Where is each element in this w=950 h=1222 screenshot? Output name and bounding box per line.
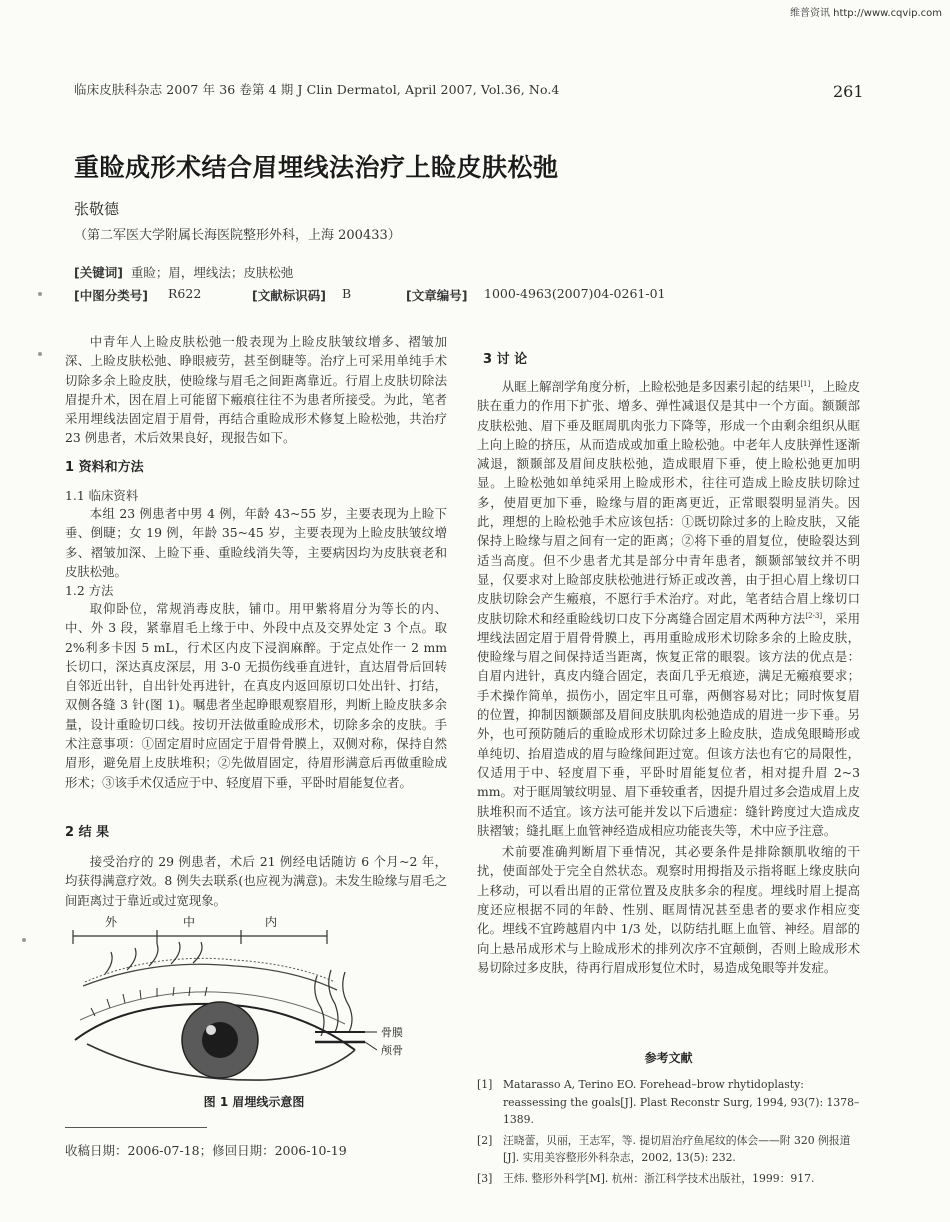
article-title: 重睑成形术结合眉埋线法治疗上睑皮肤松弛 — [74, 153, 559, 182]
section-2-text: 接受治疗的 29 例患者，术后 21 例经电话随访 6 个月~2 年，均获得满意疗效。8 例失去联系(也应视为满意)。未发生睑缘与眉毛之间距离过于靠近或过宽现象。 — [65, 854, 447, 908]
section-1-2-heading: 1.2 方法 — [65, 583, 114, 598]
classification-line — [74, 286, 694, 304]
section-2-heading: 2 结 果 — [65, 825, 110, 840]
keywords-label: [关键词] — [74, 265, 123, 280]
intro-text: 中青年人上睑皮肤松弛一般表现为上睑皮肤皱纹增多、褶皱加深、上睑皮肤松弛、睁眼疲劳，甚至倒睫等。治疗上可采用单纯手术切除多余上睑皮肤，使睑缘与眉毛之间距离靠近。行眉上皮肤切除法眉提升术，因在眉上可能留下瘢痕往往不为患者所接受。为此，笔者采用埋线法固定眉于眉骨，再结合重睑成形术修复上睑松弛，共治疗 23 例患者，术后效果良好，现报告如下。 — [65, 334, 447, 446]
references-list — [477, 1076, 860, 1191]
received-dates: 收稿日期：2006-07-18；修回日期：2006-10-19 — [65, 1143, 347, 1158]
reference-item: [2] 汪晓蕾，贝丽，王志军，等. 提切眉治疗鱼尾纹的体会——附 320 例报道[J]. 实用美容整形外科杂志，2002, 13(5): 232. — [477, 1133, 851, 1165]
citation-1: [1] — [800, 379, 811, 388]
author: 张敬德 — [74, 200, 120, 218]
reference-item: [3] 王炜. 整形外科学[M]. 杭州：浙江科学技术出版社，1999：917. — [477, 1171, 815, 1185]
label-skull: 颅骨 — [381, 1044, 403, 1057]
eyebrow-suture-diagram — [65, 912, 443, 1092]
intro-paragraph — [65, 332, 447, 448]
discussion-paragraph-2: 术前要准确判断眉下垂情况，其必要条件是排除额肌收缩的干扰，使面部处于完全自然状态。观察时用拇指及示指将眶上缘皮肤向上移动，可以看出眉的正常位置及皮肤多余的程度。埋线时眉上提高度还应根据不同的年龄、性别、眶周情况甚至患者的要求作相应变化。埋线不宜跨越眉内中 1/3 处，以防结扎眶上血管、神经。眉部的向上悬吊成形术与上睑成形术的排列次序不宜颠倒，否则上睑成形术易切除过多皮肤，待再行眉成形复位术时，易造成兔眼等并发症。 — [477, 844, 860, 975]
section-3-heading: 3 讨 论 — [483, 352, 528, 367]
clc-value: R622 — [168, 286, 202, 301]
article-label: [文章编号] — [406, 288, 468, 303]
discussion-body — [477, 377, 860, 977]
footnote-rule — [65, 1127, 207, 1128]
references-heading: 参考文献 — [644, 1051, 693, 1065]
segment-label-middle: 中 — [183, 915, 196, 929]
section-1-2-text: 取仰卧位，常规消毒皮肤，铺巾。用甲紫将眉分为等长的内、中、外 3 段，紧靠眉毛上缘于中、外段中点及交界处定 3 个点。取 2%利多卡因 5 mL，行术区内皮下浸润麻醉。于定点处作一 2 mm 长切口，深达真皮深层，用 3-0 无损伤线垂直进针，直达眉骨后回转自邻近出针，自出针处再进针，在真皮内返回原切口处出针、打结，双侧各缝 3 针(图 1)。嘱患者坐起睁眼观察眉形，判断上睑皮肤多余量，设计重睑切口线。按切开法做重睑成形术，切除多余的皮肤。手术注意事项：①固定眉时应固定于眉骨骨膜上，双侧对称，保持自然眉形，避免眉上皮肤堆积；②先做眉固定，待眉形满意后再做重睑成形术；③该手术仅适应于中、轻度眉下垂，平卧时眉能复位者。 — [65, 601, 447, 790]
section-1-heading: 1 资料和方法 — [65, 460, 144, 475]
section-1-2-body — [65, 599, 447, 792]
running-header: 临床皮肤科杂志 2007 年 36 卷第 4 期 J Clin Dermatol, April 2007, Vol.36, No.4 — [74, 82, 560, 97]
doc-label: [文献标识码] — [252, 288, 326, 303]
label-periosteum: 骨膜 — [381, 1026, 403, 1039]
figure-caption: 图 1 眉埋线示意图 — [203, 1095, 305, 1109]
figure-1 — [65, 912, 443, 1092]
reference-item: [1] Matarasso A, Terino EO. Forehead–brow rhytidoplasty: reassessing the goals[J]. Plast Reconstr Surg, 1994, 93(7): 1378–1389. — [477, 1078, 860, 1127]
margin-dot — [22, 938, 26, 942]
margin-dot — [38, 292, 42, 296]
section-1-1-body — [65, 504, 447, 581]
keywords-text: 重睑；眉，埋线法；皮肤松弛 — [130, 265, 294, 280]
segment-label-outer: 外 — [105, 915, 118, 929]
section-2-body — [65, 852, 447, 910]
segment-label-inner: 内 — [265, 915, 278, 929]
doc-value: B — [342, 286, 352, 301]
keywords — [74, 263, 293, 281]
affiliation: （第二军医大学附属长海医院整形外科，上海 200433） — [74, 228, 401, 243]
citation-2-3: [2-3] — [805, 611, 823, 620]
margin-dot — [38, 352, 42, 356]
article-value: 1000-4963(2007)04-0261-01 — [484, 286, 666, 301]
section-1-1-text: 本组 23 例患者中男 4 例，年龄 43~55 岁，主要表现为上睑下垂、倒睫；女 19 例，年龄 35~45 岁，主要表现为上睑皮肤皱纹增多、褶皱加深、上睑下垂、重睑线消失等，主要病因均为皮肤衰老和皮肤松弛。 — [65, 506, 447, 579]
discussion-paragraph-1: 从眶上解剖学角度分析，上睑松弛是多因素引起的结果[1]，上睑皮肤在重力的作用下扩张、增多、弹性减退仅是其中一个方面。额颞部皮肤松弛、眉下垂及眶周肌肉张力下降等，形成一个由剩余组织从眶上向上睑的挤压，从而造成或加重上睑松弛。中老年人皮肤弹性逐渐减退，额颞部及眉间皮肤松弛，造成眼眉下垂，使上睑松弛更加明显。上睑松弛如单纯采用上睑成形术，往往可造成上睑皮肤切除过多，使眉更加下垂，睑缘与眉的距离更近，正常眼裂明显消失。因此，理想的上睑松弛手术应该包括：①既切除过多的上睑皮肤，又能保持上睑缘与眉之间有一定的距离；②将下垂的眉复位，使睑裂达到适当高度。但不少患者尤其是部分中青年患者，额颞部皱纹并不明显，仅要求对上睑部皮肤松弛进行矫正或改善，由于担心眉上缘切口皮肤切除会产生瘢痕，不愿行手术治疗。对此，笔者结合眉上缘切口皮肤切除术和经重睑线切口皮下分离缝合固定眉术两种方法[2-3]，采用埋线法固定眉于眉骨骨膜上，再用重睑成形术切除多余的上睑皮肤，使睑缘与眉之间保持适当距离，恢复正常的眼裂。该方法的优点是：自眉内进针，真皮内缝合固定，表面几乎无痕迹，满足无瘢痕要求；手术操作简单，损伤小，固定牢且可靠，两侧容易对比；同时恢复眉的位置，抑制因额颞部及眉间皮肤肌肉松弛造成的眉进一步下垂。另外，也可预防随后的重睑成形术切除过多上睑皮肤，造成兔眼畸形或单纯切、抬眉造成的眉与睑缘间距过宽。但该方法也有它的局限性，仅适用于中、轻度眉下垂，平卧时眉能复位者，相对提升眉 2~3 mm。对于眶周皱纹明显、眉下垂较重者，因提升眉过多会造成眉上皮肤堆积而不适宜。该方法可能并发以下后遗症：缝针跨度过大造成皮肤褶皱；缝扎眶上血管神经造成相应功能丧失等，术中应予注意。 — [477, 379, 861, 838]
clc-label: [中图分类号] — [74, 288, 148, 303]
section-1-1-heading: 1.1 临床资料 — [65, 488, 139, 503]
watermark: 维普资讯 http://www.cqvip.com — [789, 8, 942, 19]
page-number: 261 — [833, 82, 864, 101]
